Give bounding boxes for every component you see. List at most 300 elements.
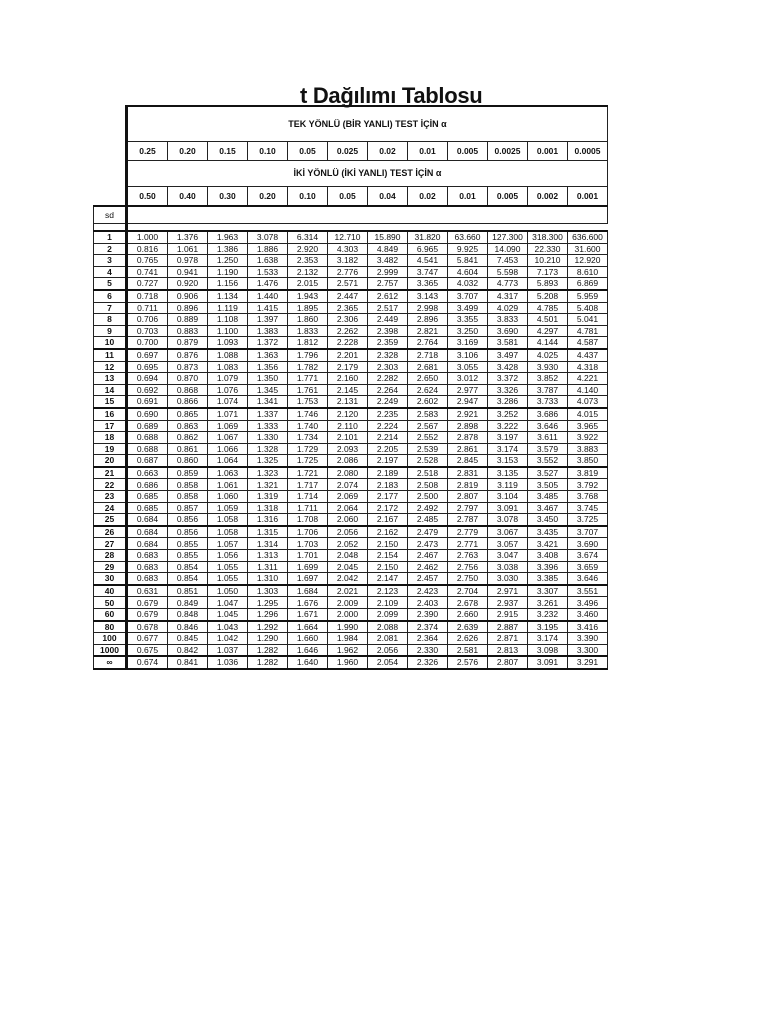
value-cell: 1.895 xyxy=(288,302,328,314)
value-cell: 1.303 xyxy=(248,585,288,597)
value-cell: 3.067 xyxy=(488,526,528,538)
value-cell: 2.807 xyxy=(448,491,488,503)
table-row xyxy=(94,633,608,645)
value-cell: 2.650 xyxy=(408,373,448,385)
value-cell: 3.467 xyxy=(528,502,568,514)
sd-cell: 19 xyxy=(94,443,127,455)
sd-cell: 50 xyxy=(94,597,127,609)
value-cell: 0.841 xyxy=(168,656,208,669)
one-tail-alpha-cell: 0.25 xyxy=(127,142,168,161)
table-row xyxy=(94,384,608,396)
value-cell: 2.147 xyxy=(368,573,408,585)
value-cell: 1.717 xyxy=(288,479,328,491)
value-cell: 2.150 xyxy=(368,561,408,573)
value-cell: 0.703 xyxy=(127,325,168,337)
value-cell: 2.183 xyxy=(368,479,408,491)
blank-cell xyxy=(127,206,608,224)
value-cell: 1.037 xyxy=(208,644,248,656)
value-cell: 0.870 xyxy=(168,373,208,385)
value-cell: 3.078 xyxy=(488,514,528,526)
value-cell: 0.727 xyxy=(127,278,168,290)
value-cell: 3.499 xyxy=(448,302,488,314)
value-cell: 2.779 xyxy=(448,526,488,538)
value-cell: 2.718 xyxy=(408,349,448,361)
value-cell: 0.856 xyxy=(168,514,208,526)
value-cell: 3.252 xyxy=(488,408,528,420)
sd-cell: 14 xyxy=(94,384,127,396)
value-cell: 2.160 xyxy=(328,373,368,385)
one-tail-header: TEK YÖNLÜ (BİR YANLI) TEST İÇİN α xyxy=(127,106,608,142)
value-cell: 1.714 xyxy=(288,491,328,503)
value-cell: 7.173 xyxy=(528,266,568,278)
value-cell: 3.930 xyxy=(528,361,568,373)
value-cell: 12.710 xyxy=(328,231,368,243)
value-cell: 2.162 xyxy=(368,526,408,538)
value-cell: 2.602 xyxy=(408,396,448,408)
value-cell: 0.691 xyxy=(127,396,168,408)
table-row xyxy=(94,302,608,314)
value-cell: 1.071 xyxy=(208,408,248,420)
value-cell: 0.679 xyxy=(127,597,168,609)
value-cell: 1.282 xyxy=(248,644,288,656)
value-cell: 0.863 xyxy=(168,420,208,432)
value-cell: 0.683 xyxy=(127,573,168,585)
value-cell: 4.541 xyxy=(408,255,448,267)
value-cell: 0.883 xyxy=(168,325,208,337)
value-cell: 2.069 xyxy=(328,491,368,503)
value-cell: 2.009 xyxy=(328,597,368,609)
value-cell: 3.965 xyxy=(568,420,608,432)
value-cell: 1.055 xyxy=(208,573,248,585)
value-cell: 2.518 xyxy=(408,467,448,479)
value-cell: 2.831 xyxy=(448,467,488,479)
value-cell: 2.172 xyxy=(368,502,408,514)
value-cell: 3.047 xyxy=(488,550,528,562)
value-cell: 0.868 xyxy=(168,384,208,396)
value-cell: 2.086 xyxy=(328,455,368,467)
value-cell: 2.306 xyxy=(328,314,368,326)
value-cell: 3.104 xyxy=(488,491,528,503)
gap-cell xyxy=(94,224,127,232)
two-tail-alpha-cell: 0.001 xyxy=(568,187,608,207)
value-cell: 2.999 xyxy=(368,266,408,278)
two-tail-alpha-cell: 0.005 xyxy=(488,187,528,207)
value-cell: 2.485 xyxy=(408,514,448,526)
value-cell: 2.797 xyxy=(448,502,488,514)
value-cell: 1.042 xyxy=(208,633,248,645)
value-cell: 3.428 xyxy=(488,361,528,373)
value-cell: 0.663 xyxy=(127,467,168,479)
value-cell: 0.692 xyxy=(127,384,168,396)
table-row xyxy=(94,396,608,408)
value-cell: 1.721 xyxy=(288,467,328,479)
value-cell: 1.328 xyxy=(248,443,288,455)
value-cell: 3.078 xyxy=(248,231,288,243)
value-cell: 1.383 xyxy=(248,325,288,337)
sd-cell: 13 xyxy=(94,373,127,385)
value-cell: 0.860 xyxy=(168,455,208,467)
value-cell: 0.941 xyxy=(168,266,208,278)
value-cell: 0.687 xyxy=(127,455,168,467)
sd-cell: 17 xyxy=(94,420,127,432)
value-cell: 2.813 xyxy=(488,644,528,656)
value-cell: 2.000 xyxy=(328,609,368,621)
value-cell: 1.190 xyxy=(208,266,248,278)
value-cell: 3.690 xyxy=(568,538,608,550)
value-cell: 1.771 xyxy=(288,373,328,385)
table-row xyxy=(94,502,608,514)
value-cell: 2.099 xyxy=(368,609,408,621)
value-cell: 22.330 xyxy=(528,243,568,255)
value-cell: 1.045 xyxy=(208,609,248,621)
value-cell: 3.686 xyxy=(528,408,568,420)
sd-cell: 9 xyxy=(94,325,127,337)
value-cell: 3.169 xyxy=(448,337,488,349)
value-cell: 5.041 xyxy=(568,314,608,326)
value-cell: 0.855 xyxy=(168,550,208,562)
value-cell: 15.890 xyxy=(368,231,408,243)
value-cell: 2.101 xyxy=(328,432,368,444)
value-cell: 3.747 xyxy=(408,266,448,278)
table-row xyxy=(94,467,608,479)
value-cell: 1.319 xyxy=(248,491,288,503)
value-cell: 0.842 xyxy=(168,644,208,656)
value-cell: 1.066 xyxy=(208,443,248,455)
value-cell: 0.876 xyxy=(168,349,208,361)
value-cell: 2.704 xyxy=(448,585,488,597)
value-cell: 3.707 xyxy=(568,526,608,538)
value-cell: 2.971 xyxy=(488,585,528,597)
one-tail-alpha-cell: 0.001 xyxy=(528,142,568,161)
corner-cell xyxy=(94,142,127,161)
value-cell: 0.873 xyxy=(168,361,208,373)
value-cell: 1.295 xyxy=(248,597,288,609)
one-tail-alpha-row xyxy=(94,142,608,161)
value-cell: 4.029 xyxy=(488,302,528,314)
value-cell: 0.846 xyxy=(168,621,208,633)
value-cell: 1.638 xyxy=(248,255,288,267)
table-row xyxy=(94,621,608,633)
sd-cell: 21 xyxy=(94,467,127,479)
page-title: t Dağılımı Tablosu xyxy=(300,83,483,108)
value-cell: 1.640 xyxy=(288,656,328,669)
value-cell: 2.898 xyxy=(448,420,488,432)
value-cell: 2.896 xyxy=(408,314,448,326)
value-cell: 0.695 xyxy=(127,361,168,373)
value-cell: 1.990 xyxy=(328,621,368,633)
table-row xyxy=(94,231,608,243)
value-cell: 2.473 xyxy=(408,538,448,550)
gap-cell xyxy=(127,224,608,232)
value-cell: 0.889 xyxy=(168,314,208,326)
two-tail-alpha-row xyxy=(94,187,608,207)
value-cell: 2.447 xyxy=(328,290,368,302)
table-row xyxy=(94,290,608,302)
value-cell: 2.937 xyxy=(488,597,528,609)
value-cell: 0.855 xyxy=(168,538,208,550)
sd-cell: 29 xyxy=(94,561,127,573)
sd-cell: 1 xyxy=(94,231,127,243)
value-cell: 2.081 xyxy=(368,633,408,645)
two-tail-alpha-cell: 0.01 xyxy=(448,187,488,207)
value-cell: 2.845 xyxy=(448,455,488,467)
corner-cell xyxy=(94,161,127,187)
value-cell: 0.858 xyxy=(168,479,208,491)
value-cell: 1.057 xyxy=(208,538,248,550)
value-cell: 0.700 xyxy=(127,337,168,349)
value-cell: 12.920 xyxy=(568,255,608,267)
value-cell: 2.228 xyxy=(328,337,368,349)
value-cell: 2.861 xyxy=(448,443,488,455)
value-cell: 2.467 xyxy=(408,550,448,562)
value-cell: 1.729 xyxy=(288,443,328,455)
two-tail-alpha-cell: 0.40 xyxy=(168,187,208,207)
value-cell: 0.816 xyxy=(127,243,168,255)
value-cell: 4.785 xyxy=(528,302,568,314)
value-cell: 0.906 xyxy=(168,290,208,302)
value-cell: 2.449 xyxy=(368,314,408,326)
value-cell: 4.501 xyxy=(528,314,568,326)
sd-label-row xyxy=(94,206,608,224)
value-cell: 3.579 xyxy=(528,443,568,455)
value-cell: 2.398 xyxy=(368,325,408,337)
value-cell: 2.145 xyxy=(328,384,368,396)
table-row xyxy=(94,408,608,420)
value-cell: 1.076 xyxy=(208,384,248,396)
value-cell: 0.857 xyxy=(168,502,208,514)
value-cell: 2.328 xyxy=(368,349,408,361)
value-cell: 1.064 xyxy=(208,455,248,467)
one-tail-alpha-cell: 0.10 xyxy=(248,142,288,161)
value-cell: 0.678 xyxy=(127,621,168,633)
value-cell: 2.048 xyxy=(328,550,368,562)
value-cell: 3.091 xyxy=(528,656,568,669)
value-cell: 1.316 xyxy=(248,514,288,526)
table-row xyxy=(94,278,608,290)
value-cell: 1.746 xyxy=(288,408,328,420)
sd-cell: 30 xyxy=(94,573,127,585)
table-row xyxy=(94,597,608,609)
value-cell: 3.450 xyxy=(528,514,568,526)
value-cell: 3.365 xyxy=(408,278,448,290)
value-cell: 7.453 xyxy=(488,255,528,267)
value-cell: 0.845 xyxy=(168,633,208,645)
value-cell: 2.205 xyxy=(368,443,408,455)
value-cell: 1.314 xyxy=(248,538,288,550)
value-cell: 1.134 xyxy=(208,290,248,302)
value-cell: 3.421 xyxy=(528,538,568,550)
value-cell: 1.058 xyxy=(208,514,248,526)
value-cell: 1.345 xyxy=(248,384,288,396)
value-cell: 2.154 xyxy=(368,550,408,562)
value-cell: 2.088 xyxy=(368,621,408,633)
value-cell: 0.684 xyxy=(127,538,168,550)
value-cell: 1.036 xyxy=(208,656,248,669)
value-cell: 0.684 xyxy=(127,526,168,538)
value-cell: 4.437 xyxy=(568,349,608,361)
value-cell: 0.865 xyxy=(168,408,208,420)
value-cell: 2.045 xyxy=(328,561,368,573)
value-cell: 3.505 xyxy=(528,479,568,491)
value-cell: 2.998 xyxy=(408,302,448,314)
value-cell: 1.282 xyxy=(248,656,288,669)
value-cell: 1.333 xyxy=(248,420,288,432)
value-cell: 127.300 xyxy=(488,231,528,243)
table-row xyxy=(94,656,608,669)
value-cell: 2.819 xyxy=(448,479,488,491)
value-cell: 3.497 xyxy=(488,349,528,361)
value-cell: 1.796 xyxy=(288,349,328,361)
value-cell: 2.074 xyxy=(328,479,368,491)
value-cell: 1.372 xyxy=(248,337,288,349)
value-cell: 3.551 xyxy=(568,585,608,597)
value-cell: 3.106 xyxy=(448,349,488,361)
value-cell: 2.462 xyxy=(408,561,448,573)
value-cell: 4.140 xyxy=(568,384,608,396)
value-cell: 1.684 xyxy=(288,585,328,597)
value-cell: 0.861 xyxy=(168,443,208,455)
two-tail-header-row xyxy=(94,161,608,187)
table-row xyxy=(94,325,608,337)
value-cell: 0.706 xyxy=(127,314,168,326)
value-cell: 1.860 xyxy=(288,314,328,326)
value-cell: 1.063 xyxy=(208,467,248,479)
table-row xyxy=(94,255,608,267)
table-row xyxy=(94,337,608,349)
sd-label: sd xyxy=(94,206,127,224)
value-cell: 1.761 xyxy=(288,384,328,396)
value-cell: 1.156 xyxy=(208,278,248,290)
value-cell: 3.527 xyxy=(528,467,568,479)
value-cell: 3.852 xyxy=(528,373,568,385)
value-cell: 2.235 xyxy=(368,408,408,420)
value-cell: 2.423 xyxy=(408,585,448,597)
sd-cell: 6 xyxy=(94,290,127,302)
value-cell: 1.055 xyxy=(208,561,248,573)
sd-cell: 4 xyxy=(94,266,127,278)
corner-cell xyxy=(94,106,127,142)
value-cell: 2.581 xyxy=(448,644,488,656)
two-tail-alpha-cell: 0.02 xyxy=(408,187,448,207)
value-cell: 1.296 xyxy=(248,609,288,621)
value-cell: 2.303 xyxy=(368,361,408,373)
value-cell: 2.921 xyxy=(448,408,488,420)
value-cell: 3.922 xyxy=(568,432,608,444)
value-cell: 3.435 xyxy=(528,526,568,538)
value-cell: 0.978 xyxy=(168,255,208,267)
value-cell: 6.965 xyxy=(408,243,448,255)
value-cell: 1.740 xyxy=(288,420,328,432)
value-cell: 1.067 xyxy=(208,432,248,444)
value-cell: 0.697 xyxy=(127,349,168,361)
value-cell: 0.741 xyxy=(127,266,168,278)
value-cell: 2.624 xyxy=(408,384,448,396)
value-cell: 0.920 xyxy=(168,278,208,290)
value-cell: 5.208 xyxy=(528,290,568,302)
value-cell: 1.047 xyxy=(208,597,248,609)
value-cell: 2.093 xyxy=(328,443,368,455)
value-cell: 1.050 xyxy=(208,585,248,597)
value-cell: 1.318 xyxy=(248,502,288,514)
value-cell: 0.851 xyxy=(168,585,208,597)
value-cell: 1.311 xyxy=(248,561,288,573)
value-cell: 1.697 xyxy=(288,573,328,585)
value-cell: 5.598 xyxy=(488,266,528,278)
value-cell: 1.337 xyxy=(248,408,288,420)
value-cell: 1.397 xyxy=(248,314,288,326)
value-cell: 3.195 xyxy=(528,621,568,633)
value-cell: 3.250 xyxy=(448,325,488,337)
value-cell: 2.330 xyxy=(408,644,448,656)
value-cell: 2.052 xyxy=(328,538,368,550)
value-cell: 1.323 xyxy=(248,467,288,479)
one-tail-alpha-cell: 0.01 xyxy=(408,142,448,161)
value-cell: 1.943 xyxy=(288,290,328,302)
value-cell: 2.179 xyxy=(328,361,368,373)
two-tail-alpha-cell: 0.20 xyxy=(248,187,288,207)
table-row xyxy=(94,361,608,373)
value-cell: 4.144 xyxy=(528,337,568,349)
value-cell: 0.765 xyxy=(127,255,168,267)
value-cell: 4.032 xyxy=(448,278,488,290)
value-cell: 3.460 xyxy=(568,609,608,621)
value-cell: 4.317 xyxy=(488,290,528,302)
value-cell: 2.326 xyxy=(408,656,448,669)
value-cell: 31.820 xyxy=(408,231,448,243)
value-cell: 2.060 xyxy=(328,514,368,526)
value-cell: 5.841 xyxy=(448,255,488,267)
value-cell: 3.055 xyxy=(448,361,488,373)
value-cell: 1.886 xyxy=(248,243,288,255)
value-cell: 2.776 xyxy=(328,266,368,278)
value-cell: 1.363 xyxy=(248,349,288,361)
value-cell: 1.440 xyxy=(248,290,288,302)
t-distribution-table xyxy=(93,105,608,670)
value-cell: 3.659 xyxy=(568,561,608,573)
value-cell: 1.059 xyxy=(208,502,248,514)
value-cell: 0.849 xyxy=(168,597,208,609)
value-cell: 3.222 xyxy=(488,420,528,432)
table-row xyxy=(94,373,608,385)
value-cell: 3.119 xyxy=(488,479,528,491)
one-tail-alpha-cell: 0.15 xyxy=(208,142,248,161)
sd-cell: 80 xyxy=(94,621,127,633)
two-tail-alpha-cell: 0.002 xyxy=(528,187,568,207)
value-cell: 3.012 xyxy=(448,373,488,385)
value-cell: 0.896 xyxy=(168,302,208,314)
value-cell: 2.977 xyxy=(448,384,488,396)
value-cell: 0.685 xyxy=(127,491,168,503)
value-cell: 0.684 xyxy=(127,514,168,526)
value-cell: 2.539 xyxy=(408,443,448,455)
value-cell: 2.757 xyxy=(368,278,408,290)
table-row xyxy=(94,585,608,597)
value-cell: 3.355 xyxy=(448,314,488,326)
sd-cell: 3 xyxy=(94,255,127,267)
value-cell: 0.879 xyxy=(168,337,208,349)
value-cell: 1.963 xyxy=(208,231,248,243)
value-cell: 0.858 xyxy=(168,491,208,503)
value-cell: 0.679 xyxy=(127,609,168,621)
value-cell: 1.701 xyxy=(288,550,328,562)
value-cell: 4.773 xyxy=(488,278,528,290)
value-cell: 3.291 xyxy=(568,656,608,669)
value-cell: 1.290 xyxy=(248,633,288,645)
value-cell: 1.321 xyxy=(248,479,288,491)
one-tail-alpha-cell: 0.02 xyxy=(368,142,408,161)
value-cell: 3.690 xyxy=(488,325,528,337)
value-cell: 1.386 xyxy=(208,243,248,255)
